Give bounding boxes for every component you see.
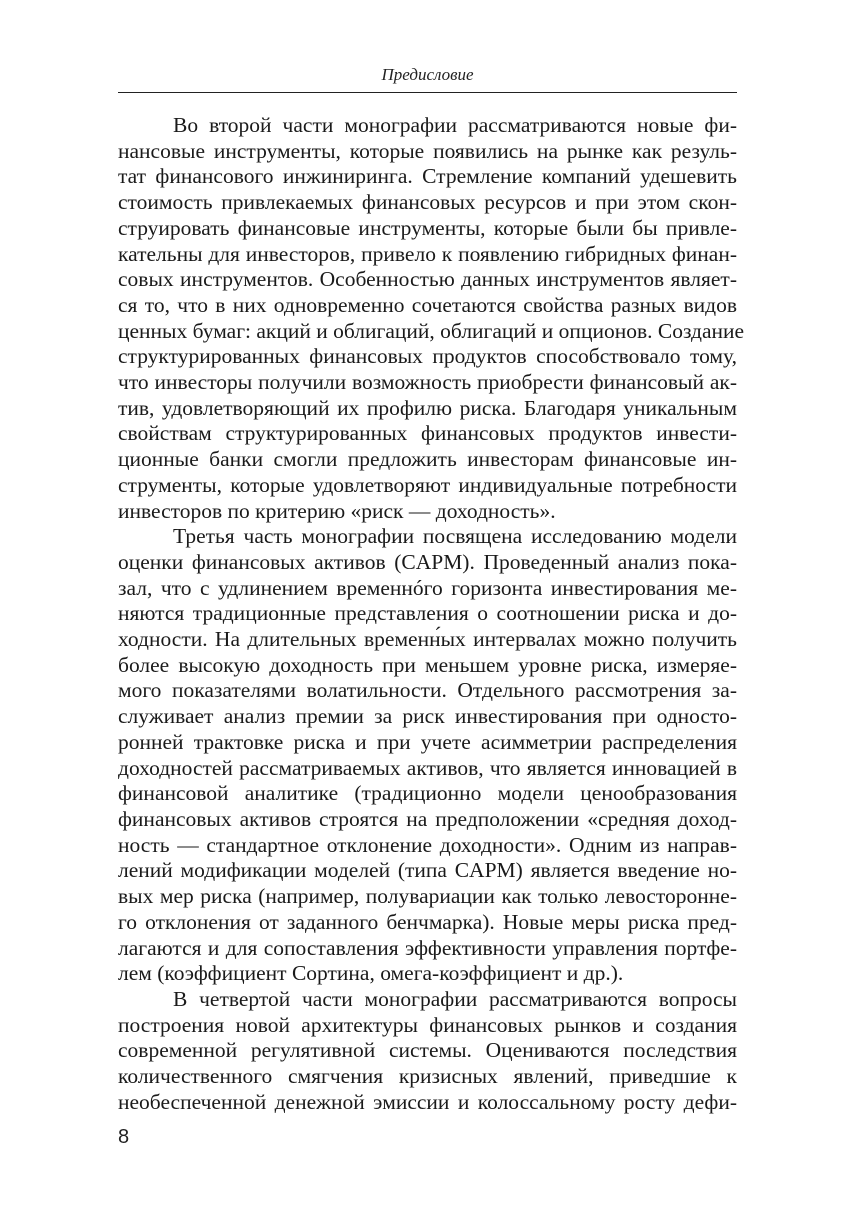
text-line: совых инструментов. Особенностью данных инструментов являет- — [118, 267, 737, 292]
text-line: В четвертой части монографии рассматриваются вопросы — [173, 986, 737, 1011]
text-line: Третья часть монографии посвящена исследованию модели — [173, 524, 737, 549]
text-line: оценки финансовых активов (CAPM). Проведенный анализ пока- — [118, 549, 737, 574]
text-line: доходностей рассматриваемых активов, что является инновацией в — [118, 755, 737, 780]
text-line: современной регулятивной системы. Оцениваются последствия — [118, 1038, 737, 1063]
text-line: стоимость привлекаемых финансовых ресурсов и при этом скон- — [118, 190, 737, 215]
text-line: количественного смягчения кризисных явлений, приведшие к — [118, 1064, 737, 1089]
text-line: финансовой аналитике (традиционно модели ценообразования — [118, 781, 737, 806]
text-line: ся то, что в них одновременно сочетаются свойства разных видов — [118, 292, 737, 317]
text-line: лем (коэффициент Сортина, омега-коэффициент и др.). — [118, 961, 624, 986]
text-line: ронней трактовке риска и при учете асимметрии распределения — [118, 729, 737, 754]
text-line: вых мер риска (например, полувариации как только левосторонне- — [118, 884, 737, 909]
running-header: Предисловие — [381, 65, 474, 84]
text-line: ционные банки смогли предложить инвесторам финансовые ин- — [118, 447, 737, 472]
text-line: Во второй части монографии рассматриваются новые фи- — [173, 113, 737, 137]
paragraph-part-two — [118, 113, 745, 524]
text-line: няются традиционные представления о соотношении риска и до- — [118, 601, 737, 626]
text-line: ходности. На длительных временн́ых интервалах можно получить — [118, 627, 737, 652]
paragraph-part-four — [118, 987, 737, 1116]
text-line: инвесторов по критерию «риск — доходность». — [118, 498, 556, 523]
text-line: служивает анализ премии за риск инвестирования при односто- — [118, 704, 737, 729]
text-line: струировать финансовые инструменты, которые были бы привле- — [118, 215, 737, 240]
text-line: необеспеченной денежной эмиссии и колоссальному росту дефи- — [118, 1089, 737, 1114]
text-line: ценных бумаг: акций и облигаций, облигаций и опционов. Создание — [118, 318, 745, 343]
text-line: что инвесторы получили возможность приобрести финансовый ак- — [118, 370, 737, 395]
text-line: структурированных финансовых продуктов способствовало тому, — [118, 344, 737, 369]
text-line: нансовые инструменты, которые появились на рынке как резуль- — [118, 138, 737, 163]
text-line: го отклонения от заданного бенчмарка). Новые меры риска пред- — [118, 909, 737, 934]
text-line: струменты, которые удовлетворяют индивидуальные потребности — [118, 472, 737, 497]
text-line: свойствам структурированных финансовых продуктов инвести- — [118, 421, 737, 446]
paragraph-part-three — [118, 524, 737, 987]
text-line: ность — стандартное отклонение доходности». Одним из направ- — [118, 832, 737, 857]
page-number: 8 — [118, 1126, 130, 1148]
text-line: лагаются и для сопоставления эффективности управления портфе- — [118, 935, 737, 960]
text-line: более высокую доходность при меньшем уровне риска, измеряе- — [118, 652, 737, 677]
body-text — [118, 113, 745, 1115]
text-line: зал, что с удлинением временнóго горизонта инвестирования ме- — [118, 575, 737, 600]
header-rule — [118, 92, 737, 93]
text-line: построения новой архитектуры финансовых рынков и создания — [118, 1012, 737, 1037]
text-line: тат финансового инжиниринга. Стремление компаний удешевить — [118, 164, 737, 189]
text-line: мого показателями волатильности. Отдельного рассмотрения за- — [118, 678, 737, 703]
text-line: тив, удовлетворяющий их профилю риска. Благодаря уникальным — [118, 395, 737, 420]
text-line: лений модификации моделей (типа CAPM) является введение но- — [118, 858, 737, 883]
text-line: финансовых активов строятся на предположении «средняя доход- — [118, 806, 737, 831]
text-line: кательны для инвесторов, привело к появлению гибридных финан- — [118, 241, 737, 266]
